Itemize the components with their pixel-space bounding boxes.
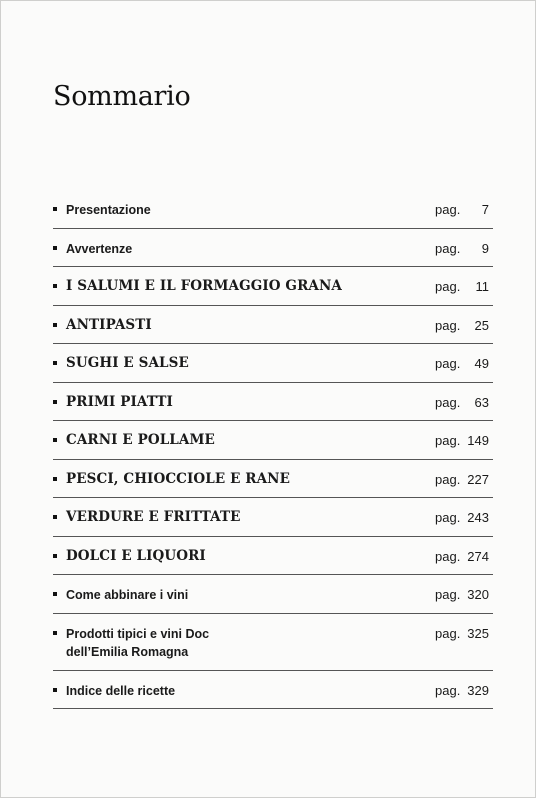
toc-entry-title: Avvertenze bbox=[66, 241, 133, 256]
toc-entry-antipasti[interactable] bbox=[53, 306, 493, 345]
page-label: pag. bbox=[435, 317, 461, 333]
bullet-icon bbox=[53, 554, 57, 558]
toc-entry-title: PRIMI PIATTI bbox=[66, 393, 173, 410]
toc-entry-sughi[interactable] bbox=[53, 344, 493, 383]
toc-entry-title-line2: dell’Emilia Romagna bbox=[66, 644, 189, 659]
page-number: 325 bbox=[467, 625, 489, 641]
bullet-icon bbox=[53, 400, 57, 404]
toc-entry-title bbox=[66, 625, 396, 661]
page-label: pag. bbox=[435, 471, 461, 487]
bullet-icon bbox=[53, 688, 57, 692]
bullet-icon bbox=[53, 477, 57, 481]
page-title: Sommario bbox=[53, 81, 191, 112]
toc-entry-title: DOLCI E LIQUORI bbox=[66, 547, 206, 564]
toc-entry-pesci[interactable] bbox=[53, 460, 493, 499]
page-number: 7 bbox=[481, 202, 489, 217]
page-label: pag. bbox=[435, 279, 461, 294]
page-label: pag. bbox=[435, 625, 461, 641]
bullet-icon bbox=[53, 284, 57, 288]
page-number: 227 bbox=[467, 471, 489, 487]
toc-entry-title: Come abbinare i vini bbox=[66, 588, 189, 602]
page-label: pag. bbox=[435, 433, 461, 448]
page-label: pag. bbox=[435, 682, 461, 698]
toc-entry-title: SUGHI E SALSE bbox=[66, 355, 189, 371]
bullet-icon bbox=[53, 207, 57, 211]
toc-entry-title-line1: Prodotti tipici e vini Doc bbox=[66, 626, 210, 641]
table-of-contents bbox=[53, 190, 493, 709]
bullet-icon bbox=[53, 323, 57, 327]
toc-entry-title: I SALUMI E IL FORMAGGIO GRANA bbox=[66, 278, 342, 294]
page-label: pag. bbox=[435, 356, 461, 371]
page-number: 63 bbox=[474, 394, 489, 410]
bullet-icon bbox=[53, 592, 57, 596]
bullet-icon bbox=[53, 361, 57, 365]
toc-entry-title: Presentazione bbox=[66, 203, 151, 217]
toc-entry-title: CARNI E POLLAME bbox=[66, 432, 215, 448]
page-number: 149 bbox=[467, 433, 489, 448]
bullet-icon bbox=[53, 515, 57, 519]
page-label: pag. bbox=[435, 510, 461, 525]
toc-entry-dolci[interactable] bbox=[53, 537, 493, 576]
bullet-icon bbox=[53, 246, 57, 250]
toc-entry-carni[interactable] bbox=[53, 421, 493, 460]
toc-entry-indice[interactable] bbox=[53, 671, 493, 710]
toc-entry-salumi[interactable] bbox=[53, 267, 493, 306]
toc-entry-title: VERDURE E FRITTATE bbox=[66, 509, 241, 525]
toc-entry-vini[interactable] bbox=[53, 575, 493, 614]
page-number: 320 bbox=[467, 587, 489, 602]
page-number: 49 bbox=[474, 356, 489, 371]
page-number: 243 bbox=[467, 510, 489, 525]
page-number: 25 bbox=[474, 317, 489, 333]
toc-entry-verdure[interactable] bbox=[53, 498, 493, 537]
page-label: pag. bbox=[435, 202, 461, 217]
page-label: pag. bbox=[435, 394, 461, 410]
toc-entry-prodotti-tipici[interactable] bbox=[53, 614, 493, 671]
toc-entry-title: PESCI, CHIOCCIOLE E RANE bbox=[66, 470, 290, 487]
page-number: 274 bbox=[467, 548, 489, 564]
page-label: pag. bbox=[435, 548, 461, 564]
toc-entry-title: Indice delle ricette bbox=[66, 683, 176, 698]
bullet-icon bbox=[53, 438, 57, 442]
page-number: 329 bbox=[467, 682, 489, 698]
toc-entry-avvertenze[interactable] bbox=[53, 229, 493, 268]
bullet-icon bbox=[53, 631, 57, 635]
page-label: pag. bbox=[435, 240, 461, 256]
page-number: 11 bbox=[475, 279, 489, 294]
toc-entry-presentazione[interactable] bbox=[53, 190, 493, 229]
toc-entry-title: ANTIPASTI bbox=[66, 316, 152, 333]
page-label: pag. bbox=[435, 587, 461, 602]
toc-entry-primi[interactable] bbox=[53, 383, 493, 422]
page-number: 9 bbox=[481, 240, 489, 256]
